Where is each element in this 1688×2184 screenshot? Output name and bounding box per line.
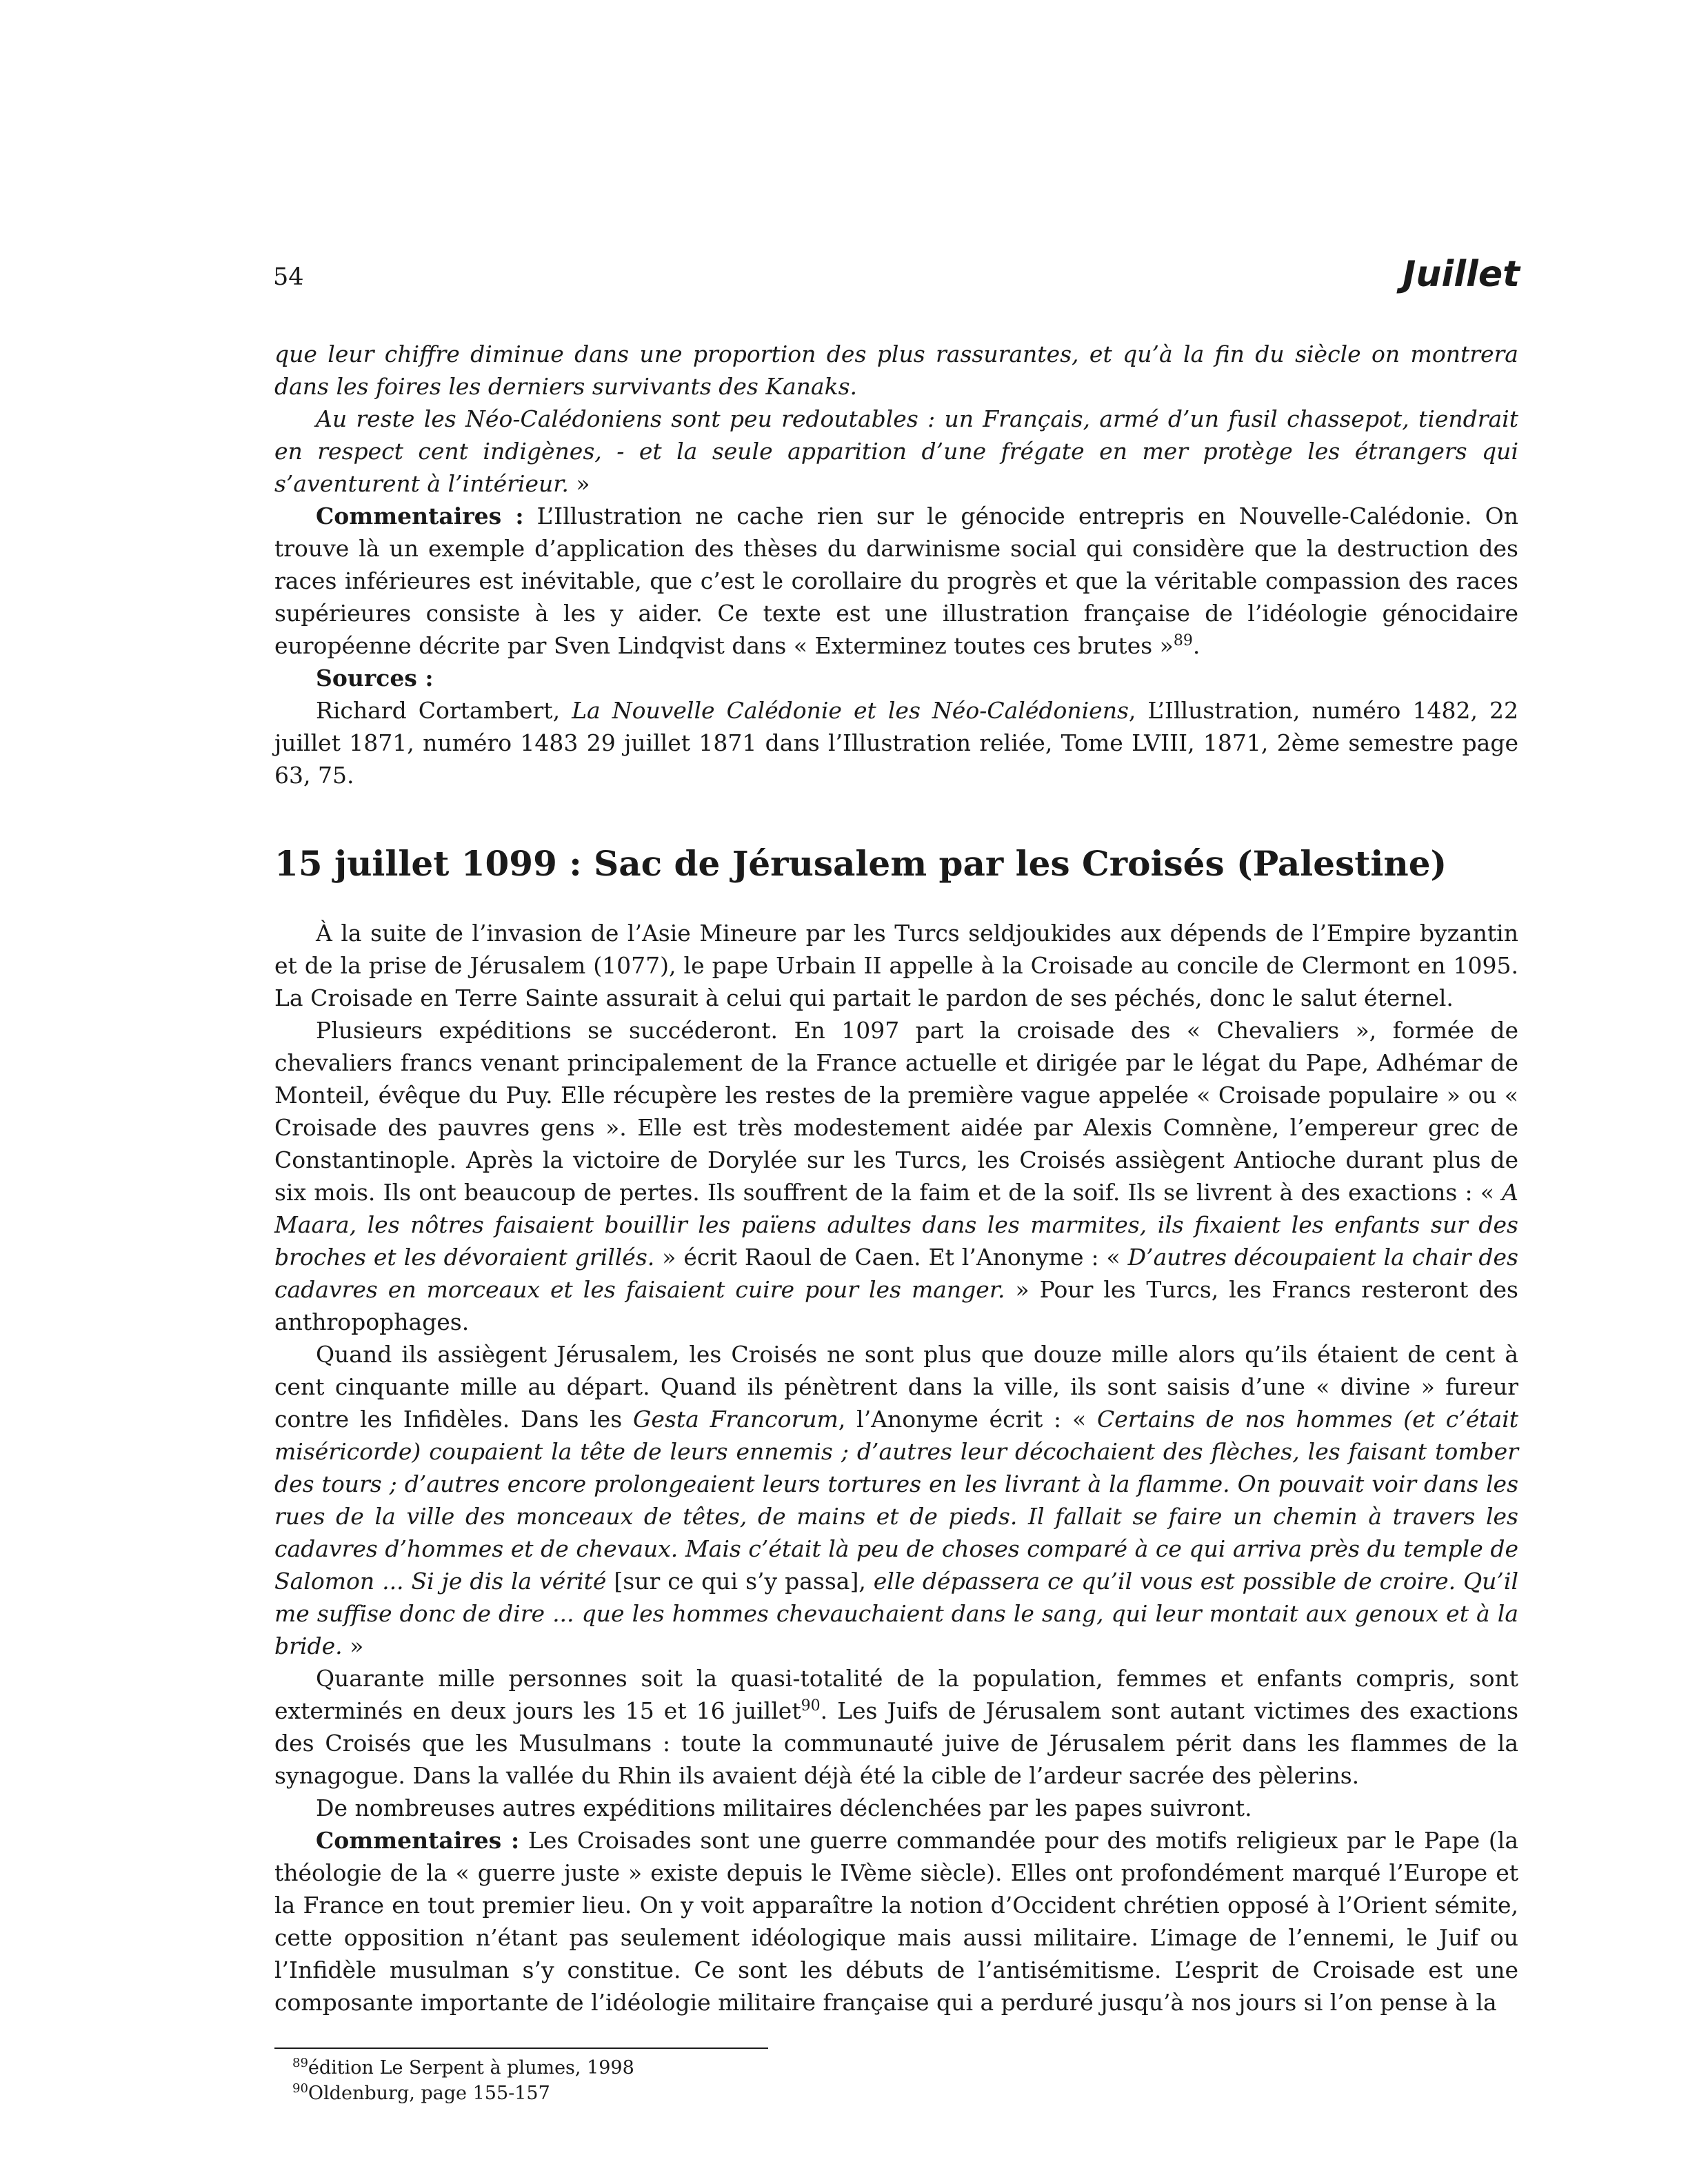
text-run: » Pour les Turcs, les Francs resteront des anthropophages.: [274, 1276, 1518, 1335]
paragraph: [274, 1014, 1518, 1338]
sources-heading: [274, 662, 1518, 694]
text-run: L’Illustration ne cache rien sur le génocide entrepris en Nouvelle-Calédonie. On trouve là un exemple d’application des thèses du darwinisme social qui considère que la destruction des races inférieures est inévitable, que c’est le corollaire du progrès et que la véritable compassion des races supérieures consiste à les y aider. Ce texte est une illustration française de l’idéologie génocidaire européenne décrite par Sven Lindqvist dans « Exterminez toutes ces brutes »: [274, 503, 1518, 659]
commentary-label: Commentaires :: [316, 1827, 520, 1854]
paragraph: [274, 403, 1518, 500]
text-run: De nombreuses autres expéditions militaires déclenchées par les papes suivront.: [316, 1794, 1252, 1821]
paragraph: [274, 917, 1518, 1014]
source-title: La Nouvelle Calédonie et les Néo-Calédoniens: [572, 697, 1129, 724]
text-run: »: [342, 1632, 364, 1659]
footnote-divider: [274, 2048, 768, 2049]
book-title: Gesta Francorum: [633, 1406, 838, 1433]
text-run: , L’Illustration, numéro 1482, 22 juillet 1871, numéro 1483 29 juillet 1871 dans l’Illustration reliée, Tome LVIII, 1871, 2ème semestre page 63, 75.: [274, 697, 1518, 789]
text-run: Les Croisades sont une guerre commandée pour des motifs religieux par le Pape (la théologie de la « guerre juste » existe depuis le IVème siècle). Elles ont profondément marqué l’Europe et la France en tout premier lieu. On y voit apparaître la notion d’Occident chrétien opposé à l’Orient sémite, cette opposition n’étant pas seulement idéologique mais aussi militaire. L’image de l’ennemi, le Juif ou l’Infidèle musulman s’y constitue. Ce sont les débuts de l’antisémitisme. L’esprit de Croisade est une composante importante de l’idéologie militaire française qui a perduré jusqu’à nos jours si l’on pense à la: [274, 1827, 1518, 2016]
text-run: [sur ce qui s’y passa],: [606, 1568, 874, 1595]
text-run: » écrit Raoul de Caen. Et l’Anonyme : «: [654, 1244, 1128, 1271]
footnote-mark: 89: [292, 2056, 308, 2070]
footnote-ref: 90: [801, 1697, 821, 1715]
footnote-ref: 89: [1173, 632, 1193, 649]
commentary-paragraph: [274, 1824, 1518, 2019]
quote-text: A Maara, les nôtres faisaient bouillir les païens adultes dans les marmites, ils fixaient les enfants sur des broches et les dévoraient grillés.: [274, 1179, 1518, 1271]
text-run: Quand ils assiègent Jérusalem, les Croisés ne sont plus que douze mille alors qu’ils étaient de cent à cent cinquante mille au départ. Quand ils pénètrent dans la ville, ils sont saisis d’une « divine » fureur contre les Infidèles. Dans les: [274, 1341, 1518, 1433]
body-text: [274, 338, 1518, 2019]
text-run: Quarante mille personnes soit la quasi-totalité de la population, femmes et enfants compris, sont exterminés en deux jours les 15 et 16 juillet: [274, 1665, 1518, 1724]
footnote-text: Oldenburg, page 155-157: [308, 2083, 550, 2104]
footnote-mark: 90: [292, 2081, 308, 2096]
footnote-text: édition Le Serpent à plumes, 1998: [308, 2057, 634, 2079]
footnote: [292, 2055, 634, 2081]
text-run: Richard Cortambert,: [316, 697, 572, 724]
paragraph: [274, 1338, 1518, 1662]
paragraph: [274, 338, 1518, 403]
sources-paragraph: [274, 694, 1518, 791]
quote-text: Certains de nos hommes (et c’était miséricorde) coupaient la tête de leurs ennemis ; d’autres leur décochaient des flèches, les faisant tomber des tours ; d’autres encore prolongeaient leurs tortures en les livrant à la flamme. On pouvait voir dans les rues de la ville des monceaux de têtes, de mains et de pieds. Il fallait se faire un chemin à travers les cadavres d’hommes et de chevaux. Mais c’était là peu de choses comparé à ce qui arriva près du temple de Salomon ... Si je dis la vérité: [274, 1406, 1519, 1595]
running-title: Juillet: [1403, 254, 1520, 295]
commentary-label: Commentaires :: [316, 503, 524, 529]
page-number: 54: [273, 263, 304, 291]
footnotes: [292, 2055, 634, 2106]
text-run: . Les Juifs de Jérusalem sont autant victimes des exactions des Croisés que les Musulmans : toute la communauté juive de Jérusalem périt dans les flammes de la synagogue. Dans la vallée du Rhin ils avaient déjà été la cible de l’ardeur sacrée des pèlerins.: [274, 1697, 1518, 1789]
footnote: [292, 2081, 634, 2106]
text-run: »: [568, 470, 590, 497]
commentary-paragraph: [274, 500, 1518, 662]
section-title: 15 juillet 1099 : Sac de Jérusalem par les Croisés (Palestine): [274, 843, 1447, 884]
text-run: Plusieurs expéditions se succéderont. En 1097 part la croisade des « Chevaliers », formée de chevaliers francs venant principalement de la France actuelle et dirigée par le légat du Pape, Adhémar de Monteil, évêque du Puy. Elle récupère les restes de la première vague appelée « Croisade populaire » ou « Croisade des pauvres gens ». Elle est très modestement aidée par Alexis Comnène, l’empereur grec de Constantinople. Après la victoire de Dorylée sur les Turcs, les Croisés assiègent Antioche durant plus de six mois. Ils ont beaucoup de pertes. Ils souffrent de la faim et de la soif. Ils se livrent à des exactions : «: [274, 1017, 1518, 1206]
quote-text: Au reste les Néo-Calédoniens sont peu redoutables : un Français, armé d’un fusil chassepot, tiendrait en respect cent indigènes, - et la seule apparition d’une frégate en mer protège les étrangers qui s’aventurent à l’intérieur.: [274, 405, 1518, 497]
quote-text: que leur chiffre diminue dans une proportion des plus rassurantes, et qu’à la fin du siècle on montrera dans les foires les derniers survivants des Kanaks.: [274, 341, 1518, 400]
paragraph: [274, 1662, 1518, 1792]
text-run: À la suite de l’invasion de l’Asie Mineure par les Turcs seldjoukides aux dépends de l’Empire byzantin et de la prise de Jérusalem (1077), le pape Urbain II appelle à la Croisade au concile de Clermont en 1095. La Croisade en Terre Sainte assurait à celui qui partait le pardon de ses péchés, donc le salut éternel.: [274, 920, 1518, 1011]
quote-text: D’autres découpaient la chair des cadavres en morceaux et les faisaient cuire pour les manger.: [274, 1244, 1518, 1303]
text-run: .: [1192, 632, 1200, 659]
text-run: , l’Anonyme écrit : «: [838, 1406, 1097, 1433]
sources-label: Sources :: [316, 665, 434, 691]
paragraph: [274, 1792, 1518, 1824]
quote-text: elle dépassera ce qu’il vous est possible de croire. Qu’il me suffise donc de dire ... que les hommes chevauchaient dans le sang, qui leur montait aux genoux et à la bride.: [274, 1568, 1518, 1659]
